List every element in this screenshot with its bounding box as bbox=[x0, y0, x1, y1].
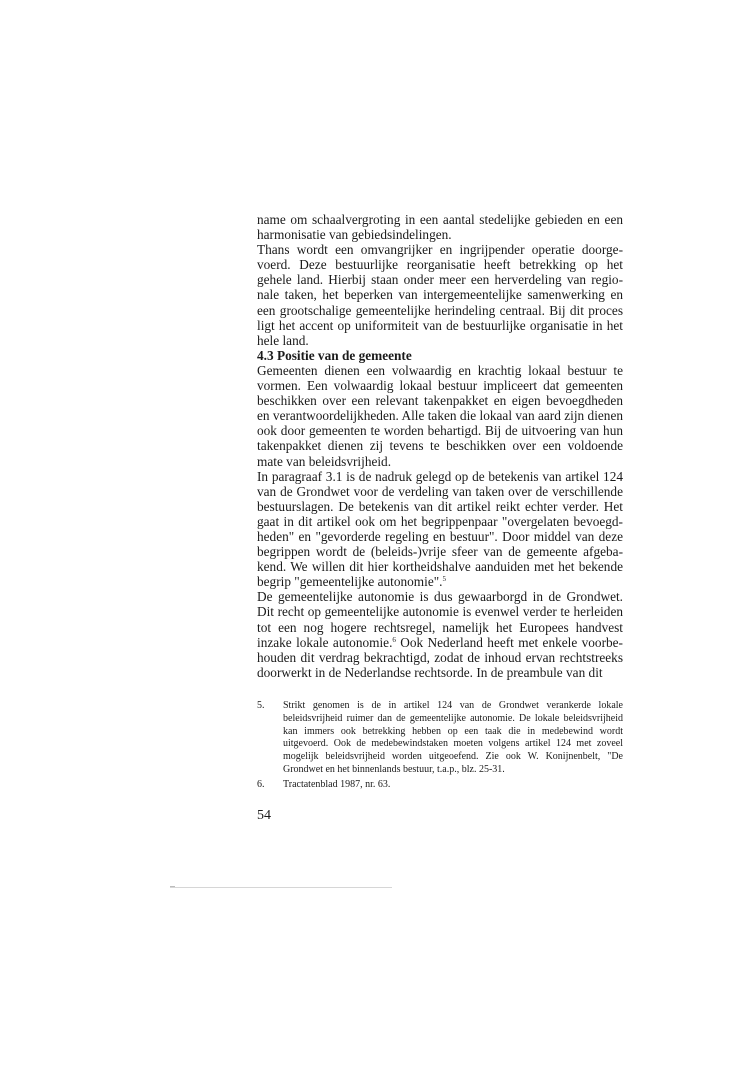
paragraph-2: Thans wordt een omvangrijker en ingrijpender operatie doorge-voerd. Deze bestuurlijke reorganisatie heeft betrekking op het gehele land. Hierbij staan onder meer een herverdeling van regio-nale taken, het beperken van intergemeentelijke samenwerking en een grootschalige gemeentelijke herindeling centraal. Bij dit proces ligt het accent op uniformiteit van de bestuurlijke organisatie in het hele land. bbox=[257, 242, 623, 348]
paragraph-3: Gemeenten dienen een volwaardig en krachtig lokaal bestuur te vormen. Een volwaardig lokaal bestuur impliceert dat gemeenten beschikken over een relevant takenpakket en eigen bevoegdheden en verantwoordelijkheden. Alle taken die lokaal van aard zijn dienen ook door gemeenten te worden behartigd. Bij de uitvoering van hun takenpakket dienen zij tevens te beschikken over een voldoende mate van beleidsvrijheid. bbox=[257, 362, 623, 469]
section-heading: 4.3 Positie van de gemeente bbox=[257, 347, 412, 363]
paragraph-5-text-a: De gemeentelijke autonomie is dus gewaarborgd in de Grondwet. Dit recht op gemeentelijke autonomie is evenwel verder te herleiden tot een nog hogere rechtsregel, namelijk het Europees handvest inzake lokale autonomie. bbox=[257, 589, 623, 650]
footnote-number: 6. bbox=[257, 778, 265, 790]
footnote bbox=[257, 779, 623, 792]
paragraph-4-text: In paragraaf 3.1 is de nadruk gelegd op de betekenis van artikel 124 van de Grondwet voor de verdeling van taken over de verschillende bestuurslagen. De betekenis van dit artikel reikt echter verder. Het gaat in dit artikel ook om het begrippenpaar "overgelaten bevoegd-heden" en "gevorderde regeling en bestuur". Door middel van deze begrippen wordt de (beleids-)vrije sfeer van de gemeente afgeba-kend. We willen dit hier kortheidshalve aanduiden met het bekende begrip "gemeentelijke autonomie". bbox=[257, 468, 623, 590]
body-text bbox=[257, 212, 623, 680]
page-content bbox=[257, 212, 623, 793]
footnote-text: Strikt genomen is de in artikel 124 van de Grondwet verankerde lokale beleidsvrijheid ruimer dan de gemeentelijke autonomie. De lokale beleidsvrijheid kan immers ook betrekking hebben op een taak die in medebewind wordt uitgevoerd. Ook de medebewindstaken moeten volgens artikel 124 met zoveel mogelijk beleidsvrijheid worden uitgeoefend. Zie ook W. Konijnenbelt, "De Grondwet en het binnenlands bestuur, t.a.p., blz. 25-31. bbox=[283, 699, 623, 775]
paragraph-5 bbox=[257, 589, 623, 680]
scan-rule bbox=[170, 887, 392, 888]
page-number: 54 bbox=[257, 808, 271, 823]
footnote-ref-6: 6 bbox=[392, 635, 396, 644]
footnote-number: 5. bbox=[257, 699, 265, 711]
footnote bbox=[257, 700, 623, 777]
footnotes bbox=[257, 700, 623, 792]
footnote-text: Tractatenblad 1987, nr. 63. bbox=[283, 778, 391, 790]
footnote-ref-5: 5 bbox=[442, 575, 447, 584]
paragraph-1: name om schaalvergroting in een aantal stedelijke gebieden en een harmonisatie van gebiedsindelingen. bbox=[257, 212, 623, 243]
paragraph-5-text-b: Ook Nederland heeft met enkele voorbe-houden dit verdrag bekrachtigd, zodat de inhoud ervan rechtstreeks doorwerkt in de Nederlandse rechtsorde. In de preambule van dit bbox=[257, 634, 623, 680]
paragraph-4 bbox=[257, 469, 623, 590]
